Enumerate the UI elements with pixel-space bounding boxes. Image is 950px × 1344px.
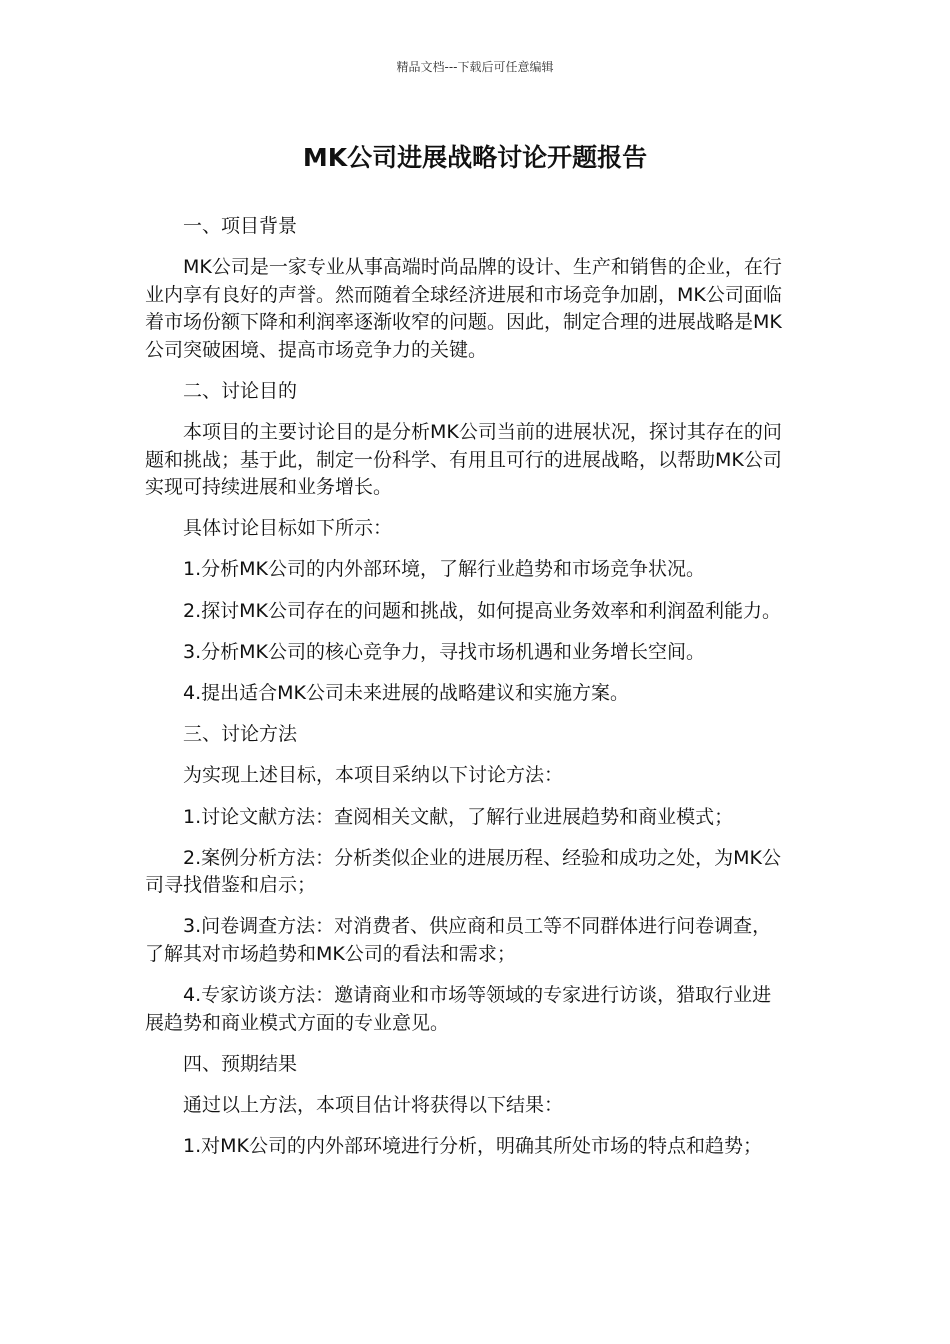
methods-intro: 为实现上述目标，本项目采纳以下讨论方法： xyxy=(183,764,564,787)
document-title: MK公司进展战略讨论开题报告 xyxy=(302,143,648,172)
section-heading-results: 四、预期结果 xyxy=(183,1052,298,1075)
result-item-1: 1.对MK公司的内外部环境进行分析，明确其所处市场的特点和趋势； xyxy=(183,1135,762,1158)
section-heading-methods: 三、讨论方法 xyxy=(183,723,298,746)
section-heading-background: 一、项目背景 xyxy=(183,215,298,237)
page-header-note: 精品文档---下载后可任意编辑 xyxy=(396,60,554,74)
objective-item-2: 2.探讨MK公司存在的问题和挑战，如何提高业务效率和利润盈利能力。 xyxy=(183,599,781,622)
document-body xyxy=(145,213,790,1174)
method-item-2: 2.案例分析方法：分析类似企业的进展历程、经验和成功之处，为MK公司寻找借鉴和启示； xyxy=(145,846,781,897)
objective-item-3: 3.分析MK公司的核心竞争力，寻找市场机遇和业务增长空间。 xyxy=(183,640,705,663)
method-item-4: 4.专家访谈方法：邀请商业和市场等领域的专家进行访谈，猎取行业进展趋势和商业模式方面的专业意见。 xyxy=(145,984,772,1034)
background-paragraph: MK公司是一家专业从事高端时尚品牌的设计、生产和销售的企业，在行业内享有良好的声誉。然而随着全球经济进展和市场竞争加剧，MK公司面临着市场份额下降和利润率逐渐收窄的问题。因此，制定合理的进展战略是MK公司突破困境、提高市场竞争力的关键。 xyxy=(145,256,782,361)
objective-item-1: 1.分析MK公司的内外部环境，了解行业趋势和市场竞争状况。 xyxy=(183,558,705,581)
objectives-paragraph: 本项目的主要讨论目的是分析MK公司当前的进展状况，探讨其存在的问题和挑战；基于此，制定一份科学、有用且可行的进展战略，以帮助MK公司实现可持续进展和业务增长。 xyxy=(145,421,782,499)
objective-item-4: 4.提出适合MK公司未来进展的战略建议和实施方案。 xyxy=(183,682,629,704)
section-heading-objectives: 二、讨论目的 xyxy=(183,379,298,402)
method-item-1: 1.讨论文献方法：查阅相关文献，了解行业进展趋势和商业模式； xyxy=(183,805,734,828)
method-item-3: 3.问卷调查方法：对消费者、供应商和员工等不同群体进行问卷调查，了解其对市场趋势和MK公司的看法和需求； xyxy=(145,915,772,965)
results-intro: 通过以上方法，本项目估计将获得以下结果： xyxy=(183,1094,564,1116)
objectives-intro: 具体讨论目标如下所示： xyxy=(183,517,393,540)
